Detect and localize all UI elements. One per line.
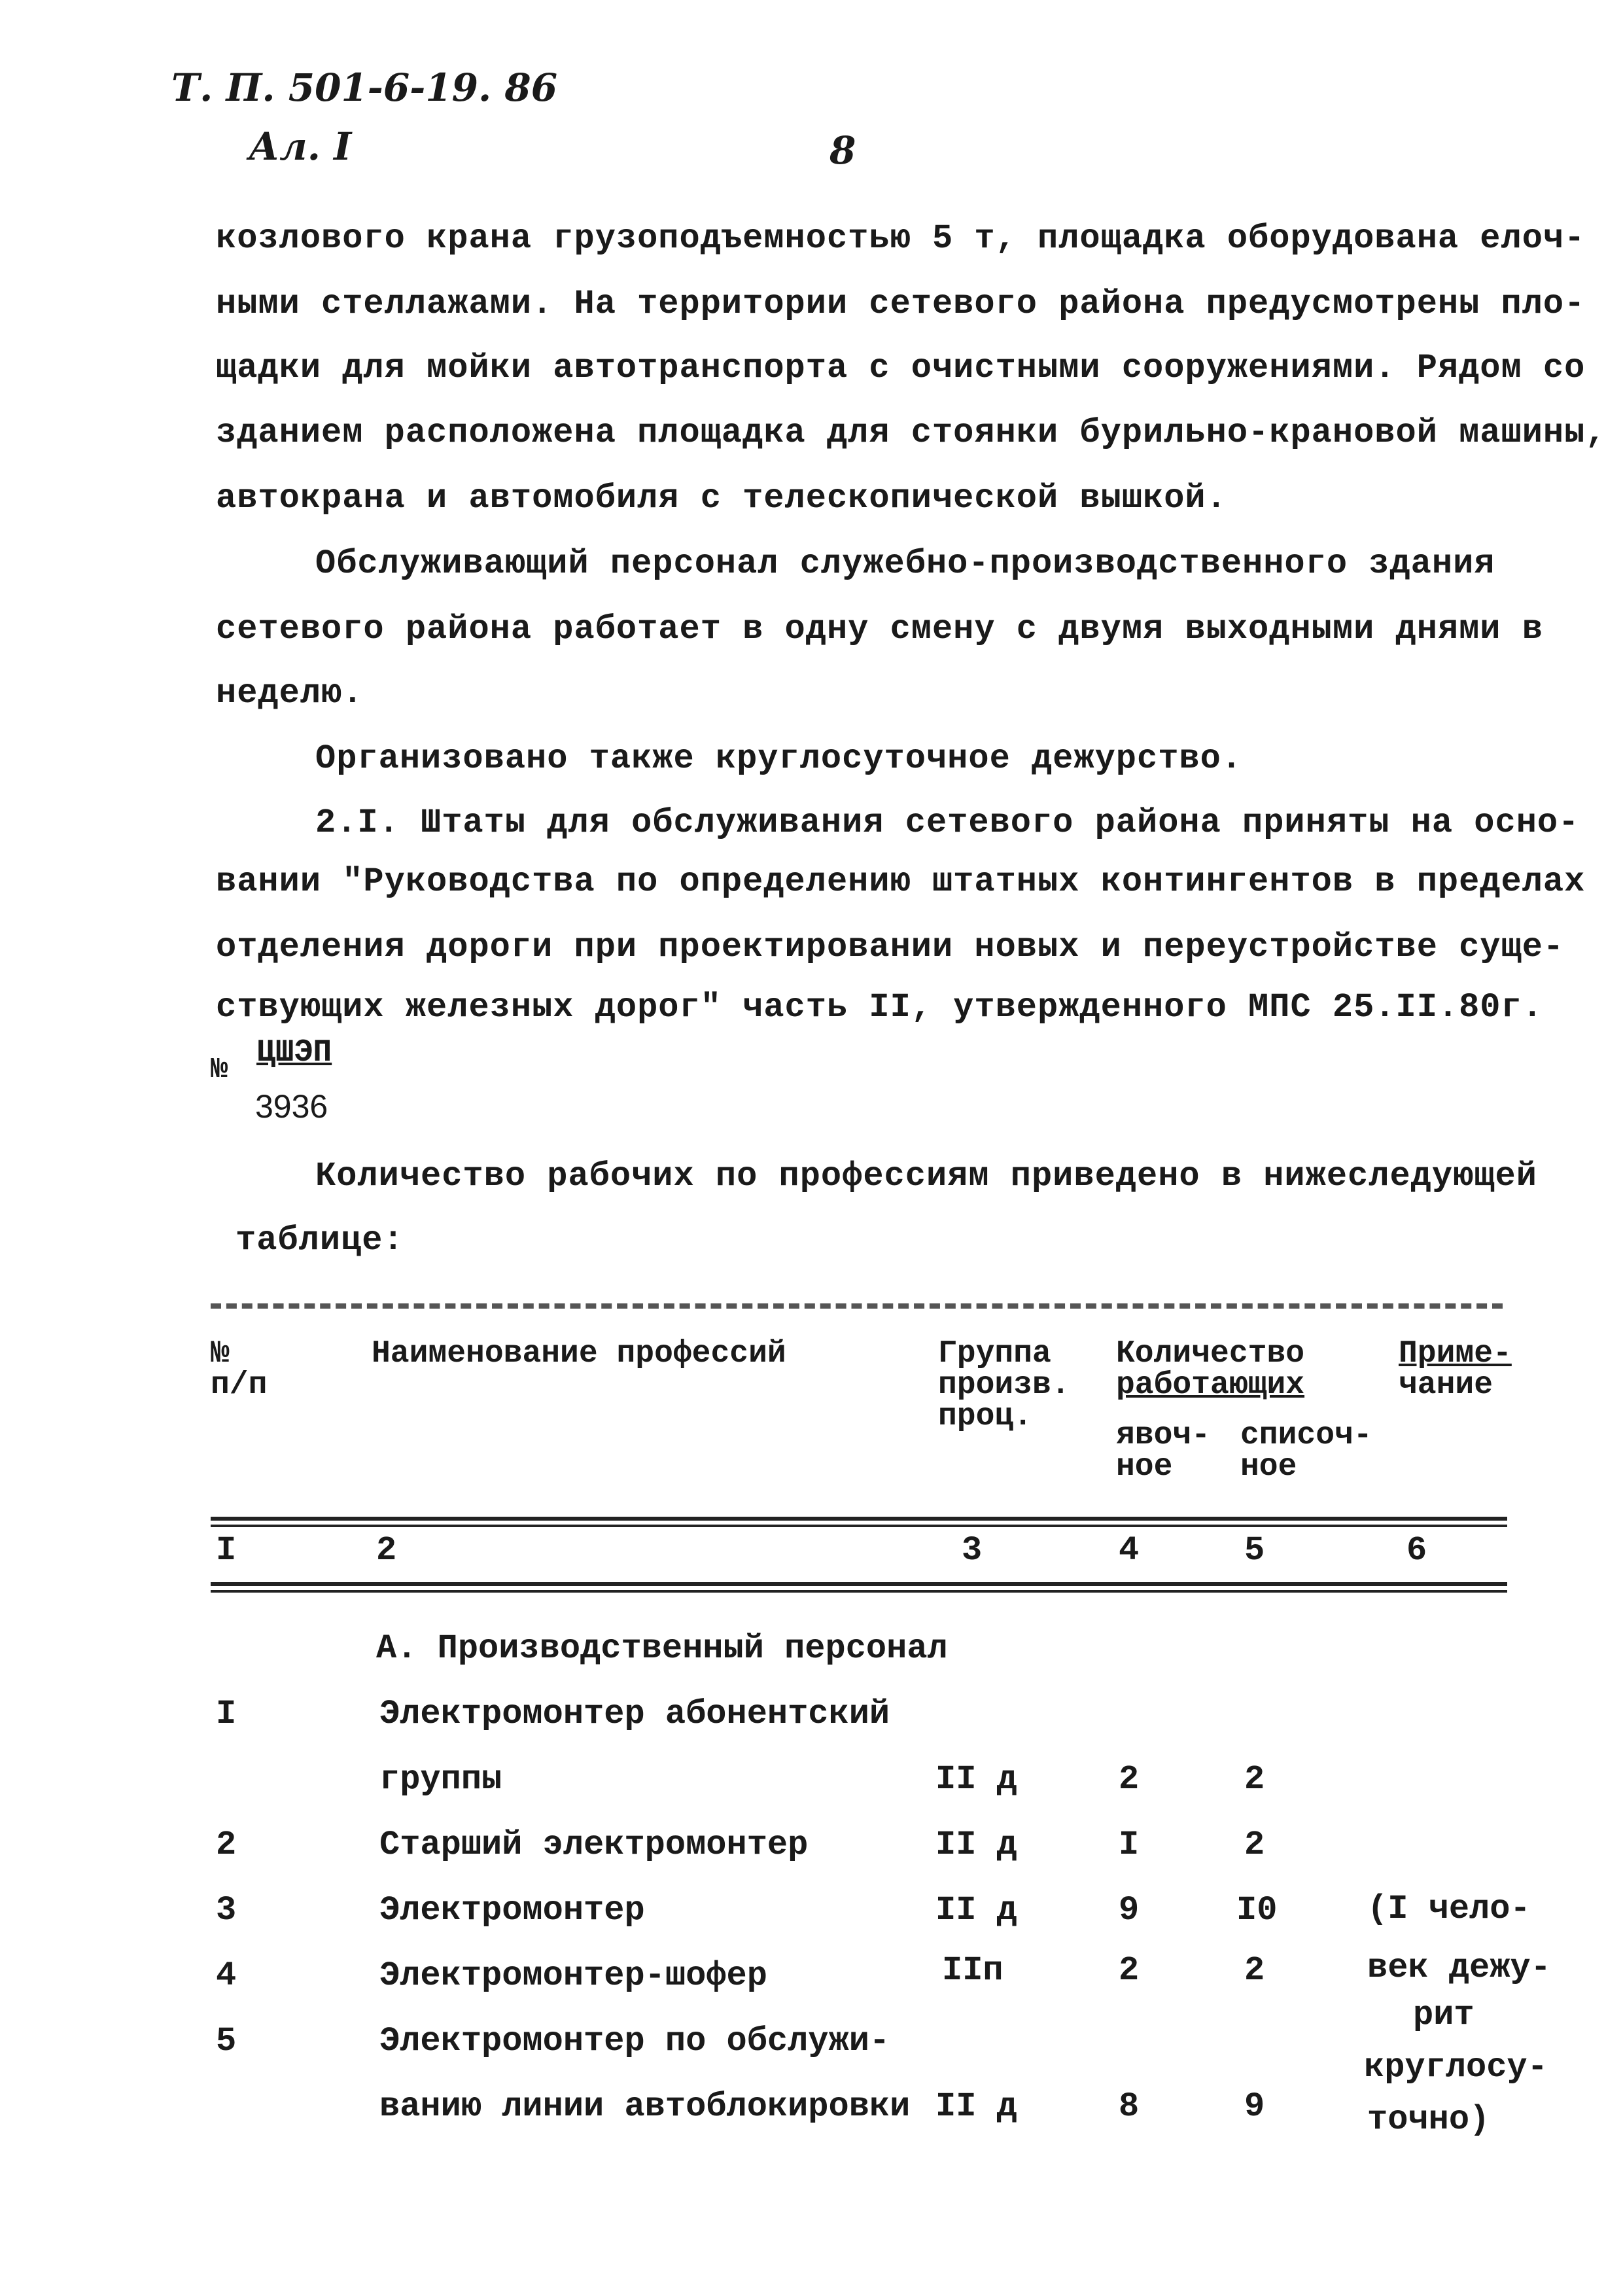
note-line-1: (I чело- — [1367, 1890, 1531, 1928]
row-4-num: 4 — [216, 1956, 237, 1995]
row-4-present: 2 — [1119, 1951, 1140, 1990]
numbering-rule-top — [211, 1582, 1507, 1586]
row-1-group: II д — [935, 1760, 1017, 1799]
col-number-2: 2 — [376, 1531, 397, 1570]
col-number-5: 5 — [1244, 1531, 1265, 1570]
row-5-list: 9 — [1244, 2087, 1265, 2126]
document-code: Т. П. 501-6-19. 86 — [171, 65, 558, 110]
note-line-4: круглосу- — [1364, 2048, 1548, 2087]
note-line-3: рит — [1413, 1996, 1475, 2034]
row-3-group: II д — [935, 1891, 1017, 1930]
note-line-2: век дежу- — [1367, 1949, 1551, 1987]
header-note-line-2: чание — [1399, 1368, 1493, 1403]
note-line-5: точно) — [1367, 2100, 1490, 2139]
header-note-line-1: Приме- — [1399, 1336, 1512, 1371]
paragraph-4-line-1: 2.I. Штаты для обслуживания сетевого района приняты на осно- — [315, 804, 1580, 842]
col-number-4: 4 — [1119, 1531, 1140, 1570]
numbering-rule-bottom — [211, 1590, 1507, 1593]
paragraph-2-line-3: неделю. — [216, 674, 364, 713]
row-3-name: Электромонтер — [379, 1891, 645, 1930]
section-a-heading: А. Производственный персонал — [376, 1629, 948, 1668]
row-5-group: II д — [935, 2087, 1017, 2126]
page-number: 8 — [829, 128, 856, 173]
header-num-line-2: п/п — [211, 1368, 268, 1403]
header-present-line-1: явоч- — [1116, 1418, 1211, 1453]
row-2-group: II д — [935, 1826, 1017, 1864]
header-quantity: Количество — [1116, 1336, 1305, 1371]
header-rule-bottom — [211, 1525, 1507, 1527]
row-1-name-line-2: группы — [379, 1760, 502, 1799]
table-top-rule — [211, 1303, 1503, 1309]
paragraph-2-line-2: сетевого района работает в одну смену с двумя выходными днями в — [216, 610, 1543, 648]
col-number-3: 3 — [962, 1531, 983, 1570]
header-group-line-2: произв. — [938, 1368, 1070, 1403]
header-list-line-2: ное — [1240, 1449, 1297, 1485]
col-number-1: I — [216, 1531, 237, 1570]
row-1-list: 2 — [1244, 1760, 1265, 1799]
ref-numerator: ЦШЭП — [256, 1035, 332, 1070]
header-profession-name: Наименование профессий — [372, 1336, 786, 1371]
sheet-label: Ал. I — [249, 124, 352, 169]
header-present-line-2: ное — [1116, 1449, 1173, 1485]
row-3-num: 3 — [216, 1891, 237, 1930]
paragraph-4-line-4: ствующих железных дорог" часть II, утвержденного МПС 25.II.80г. — [216, 988, 1543, 1027]
header-group-line-3: проц. — [938, 1399, 1033, 1434]
paragraph-1-line-4: зданием расположена площадка для стоянки бурильно-крановой машины, — [216, 414, 1607, 452]
header-num-line-1: № — [211, 1336, 230, 1371]
paragraph-1-line-3: щадки для мойки автотранспорта с очистными сооружениями. Рядом со — [216, 349, 1586, 387]
row-1-num: I — [216, 1695, 237, 1733]
row-5-num: 5 — [216, 2022, 237, 2060]
paragraph-1-line-1: козлового крана грузоподъемностью 5 т, площадка оборудована елоч- — [216, 219, 1586, 258]
header-list-line-1: списоч- — [1240, 1418, 1372, 1453]
row-4-name: Электромонтер-шофер — [379, 1956, 767, 1995]
paragraph-5-line-1: Количество рабочих по профессиям приведено в нижеследующей — [315, 1157, 1537, 1195]
row-5-name-line-2: ванию линии автоблокировки — [379, 2087, 911, 2126]
row-2-list: 2 — [1244, 1826, 1265, 1864]
paragraph-4-line-3: отделения дороги при проектировании новых и переустройстве суще- — [216, 928, 1565, 966]
paragraph-3: Организовано также круглосуточное дежурство. — [315, 739, 1243, 778]
row-2-name: Старший электромонтер — [379, 1826, 809, 1864]
row-2-num: 2 — [216, 1826, 237, 1864]
paragraph-1-line-2: ными стеллажами. На территории сетевого района предусмотрены пло- — [216, 285, 1586, 323]
row-4-list: 2 — [1244, 1951, 1265, 1990]
row-2-present: I — [1119, 1826, 1140, 1864]
paragraph-1-line-5: автокрана и автомобиля с телескопической вышкой. — [216, 479, 1227, 518]
row-3-list: I0 — [1236, 1891, 1278, 1930]
row-5-present: 8 — [1119, 2087, 1140, 2126]
row-1-name-line-1: Электромонтер абонентский — [379, 1695, 890, 1733]
header-group-line-1: Группа — [938, 1336, 1051, 1371]
paragraph-2-line-1: Обслуживающий персонал служебно-производственного здания — [315, 544, 1495, 583]
row-3-present: 9 — [1119, 1891, 1140, 1930]
header-working: работающих — [1116, 1368, 1305, 1403]
header-rule-top — [211, 1517, 1507, 1521]
ref-denominator: 3936 — [255, 1088, 328, 1125]
row-4-group: IIп — [942, 1951, 1003, 1990]
paragraph-5-line-2: таблице: — [236, 1221, 404, 1260]
ref-number-sign: № — [211, 1053, 228, 1086]
paragraph-4-line-2: вании "Руководства по определению штатных контингентов в пределах — [216, 862, 1586, 901]
row-1-present: 2 — [1119, 1760, 1140, 1799]
col-number-6: 6 — [1406, 1531, 1427, 1570]
row-5-name-line-1: Электромонтер по обслужи- — [379, 2022, 890, 2060]
